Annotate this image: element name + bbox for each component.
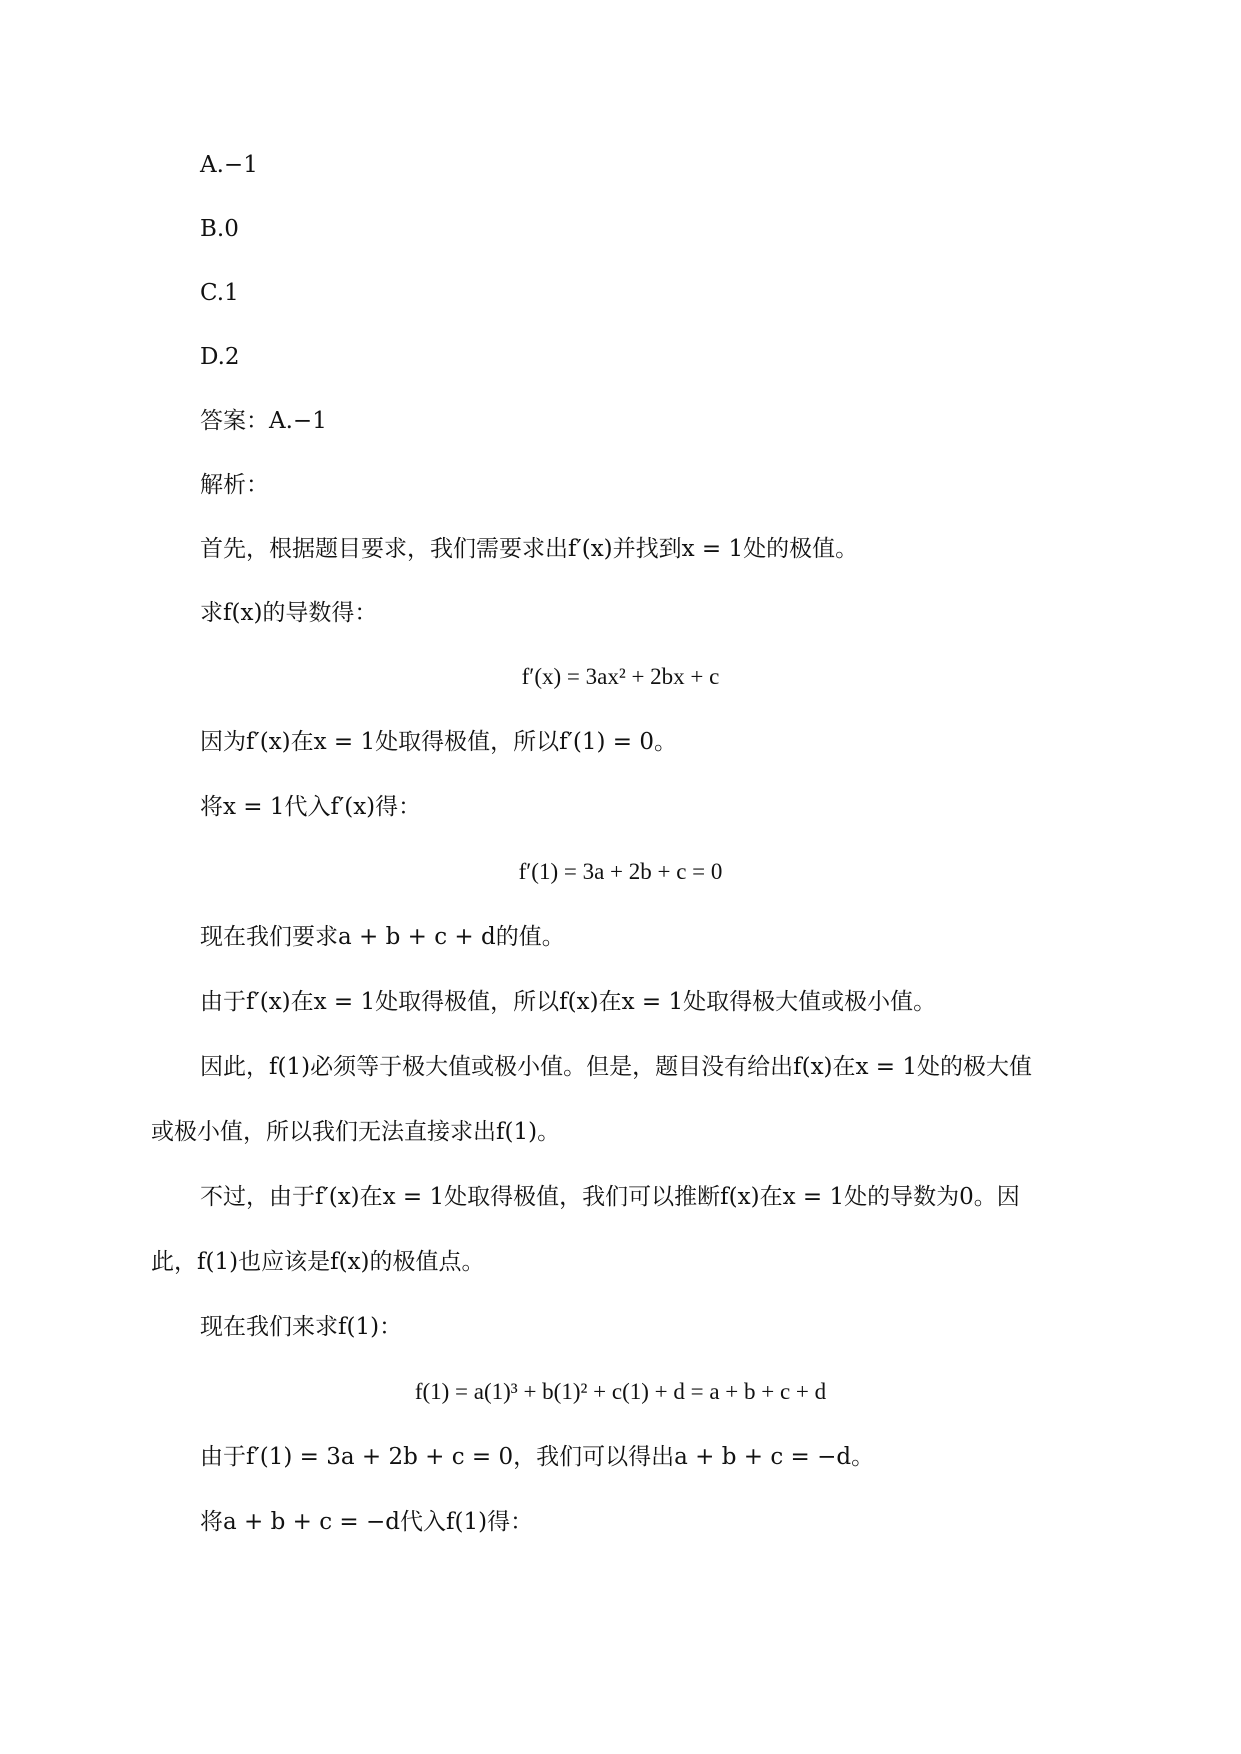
analysis-label: 解析：	[200, 472, 269, 498]
paragraph-5: 现在我们要求a + b + c + d的值。	[200, 924, 565, 950]
option-d: D.2	[200, 344, 240, 370]
paragraph-1: 首先，根据题目要求，我们需要求出f′(x)并找到x = 1处的极值。	[200, 536, 859, 562]
paragraph-8-line-1: 不过，由于f′(x)在x = 1处取得极值，我们可以推断f(x)在x = 1处的导数为0。因	[200, 1184, 1020, 1210]
paragraph-10: 由于f′(1) = 3a + 2b + c = 0，我们可以得出a + b + c = −d。	[200, 1444, 875, 1470]
equation-f-of-1: f(1) = a(1)³ + b(1)² + c(1) + d = a + b + c + d	[414, 1379, 827, 1404]
paragraph-11: 将a + b + c = −d代入f(1)得：	[200, 1509, 534, 1535]
paragraph-3: 因为f′(x)在x = 1处取得极值，所以f′(1) = 0。	[200, 729, 677, 755]
paragraph-6: 由于f′(x)在x = 1处取得极值，所以f(x)在x = 1处取得极大值或极小值。	[200, 989, 937, 1015]
equation-f-prime-1: f′(1) = 3a + 2b + c = 0	[518, 859, 723, 884]
equation-derivative: f′(x) = 3ax² + 2bx + c	[521, 664, 720, 689]
paragraph-2: 求f(x)的导数得：	[200, 600, 378, 626]
paragraph-9: 现在我们来求f(1)：	[200, 1314, 403, 1340]
paragraph-7-line-1: 因此，f(1)必须等于极大值或极小值。但是，题目没有给出f(x)在x = 1处的极大值	[200, 1054, 1033, 1080]
paragraph-8-line-2: 此，f(1)也应该是f(x)的极值点。	[151, 1249, 485, 1275]
paragraph-4: 将x = 1代入f′(x)得：	[200, 794, 422, 820]
paragraph-7-line-2: 或极小值，所以我们无法直接求出f(1)。	[151, 1119, 561, 1145]
option-c: C.1	[200, 280, 239, 306]
option-b: B.0	[200, 216, 239, 242]
answer-line: 答案：A.−1	[200, 408, 327, 434]
option-a: A.−1	[200, 152, 258, 178]
